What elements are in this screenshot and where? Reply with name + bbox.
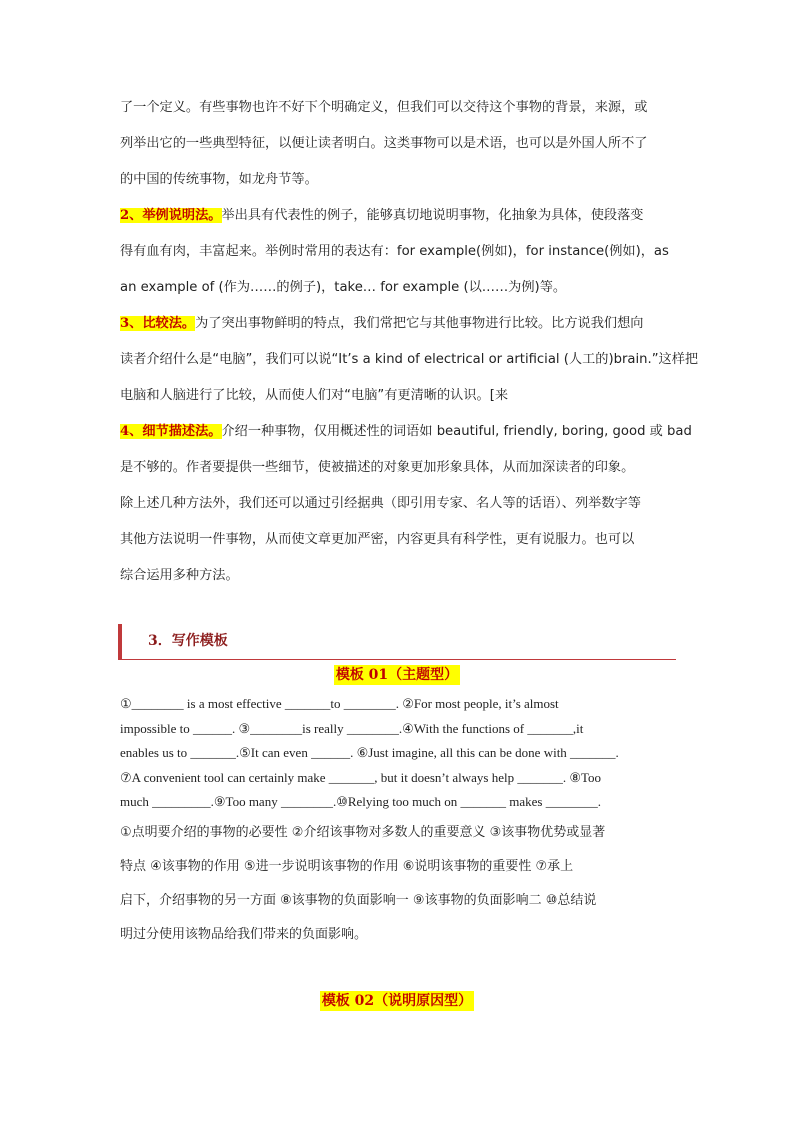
text-line: an example of (作为……的例子)，take… for example (以……为例)等。 xyxy=(120,280,567,295)
method-compare-paragraph xyxy=(120,306,699,414)
method-label: 4、细节描述法。 xyxy=(120,424,222,439)
text-line: 综合运用多种方法。 xyxy=(120,568,239,583)
intro-paragraph xyxy=(120,90,678,198)
method-label: 2、举例说明法。 xyxy=(120,208,222,223)
text-line: ①点明要介绍的事物的必要性 ②介绍该事物对多数人的重要意义 ③该事物优势或显著 xyxy=(120,825,606,840)
text-line: 3、比较法。为了突出事物鲜明的特点，我们常把它与其他事物进行比较。比方说我们想向 xyxy=(120,316,644,331)
text-line: 读者介绍什么是“电脑”，我们可以说“It’s a kind of electrical or artificial (人工的)brain.”这样把 xyxy=(120,352,699,367)
template-english-text xyxy=(120,692,680,815)
text-line: 是不够的。作者要提供一些细节，使被描述的对象更加形象具体，从而加深读者的印象。 xyxy=(120,460,635,475)
text-line: 其他方法说明一件事物，从而使文章更加严密，内容更具有科学性，更有说服力。也可以 xyxy=(120,532,635,547)
text-line: ①________ is a most effective _______to ________. ②For most people, it’s almost xyxy=(120,696,559,711)
method-detail-paragraph xyxy=(120,414,692,594)
template-title: 模板 01（主题型） xyxy=(335,667,459,683)
text-line: 明过分使用该物品给我们带来的负面影响。 xyxy=(120,927,368,942)
text-line: 4、细节描述法。介绍一种事物，仅用概述性的词语如 beautiful, friendly, boring, good 或 bad xyxy=(120,424,692,439)
template-chinese-notes xyxy=(120,816,680,952)
section-heading xyxy=(118,624,676,660)
method-example-paragraph xyxy=(120,198,678,306)
section-title: 3．写作模板 xyxy=(148,633,228,649)
method-label: 3、比较法。 xyxy=(120,316,196,331)
text-line: 除上述几种方法外，我们还可以通过引经据典（即引用专家、名人等的话语）、列举数字等 xyxy=(120,496,641,511)
text-line: 特点 ④该事物的作用 ⑤进一步说明该事物的作用 ⑥说明该事物的重要性 ⑦承上 xyxy=(120,859,574,874)
text-line: 2、举例说明法。举出具有代表性的例子，能够真切地说明事物，化抽象为具体，使段落变 xyxy=(120,208,644,223)
text-line: 电脑和人脑进行了比较，从而使人们对“电脑”有更清晰的认识。[来 xyxy=(120,388,509,403)
text-line: 列举出它的一些典型特征，以便让读者明白。这类事物可以是术语，也可以是外国人所不了 xyxy=(120,136,648,151)
text-line: impossible to ______. ③________is really ________.④With the functions of _______,it xyxy=(120,720,584,736)
text-line: ⑦A convenient tool can certainly make _______, but it doesn’t always help _______. ⑧Too xyxy=(120,769,602,785)
template-title: 模板 02（说明原因型） xyxy=(321,993,473,1009)
text-line: 了一个定义。有些事物也许不好下个明确定义，但我们可以交待这个事物的背景，来源，或 xyxy=(120,100,648,115)
text-line: enables us to _______.⑤It can even ______. ⑥Just imagine, all this can be done with _______. xyxy=(120,745,619,761)
text-line: much _________.⑨Too many ________.⑩Relying too much on _______ makes ________. xyxy=(120,794,601,810)
text-line: 启下，介绍事物的另一方面 ⑧该事物的负面影响一 ⑨该事物的负面影响二 ⑩总结说 xyxy=(120,893,597,908)
text-line: 的中国的传统事物，如龙舟节等。 xyxy=(120,172,318,187)
text-line: 得有血有肉，丰富起来。举例时常用的表达有：for example(例如)，for instance(例如)，as xyxy=(120,244,669,259)
